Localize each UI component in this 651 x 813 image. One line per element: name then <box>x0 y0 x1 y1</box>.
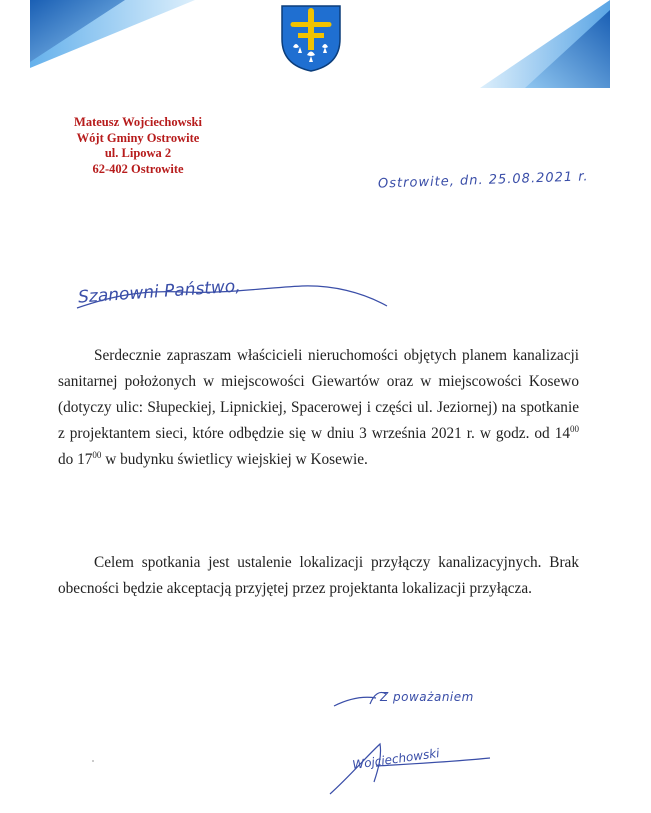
time-end-superscript: 00 <box>92 450 102 460</box>
paragraph-invitation-text-3: w budynku świetlicy wiejskiej w Kosewie. <box>101 451 368 468</box>
paragraph-purpose-text: Celem spotkania jest ustalenie lokalizacji przyłączy kanalizacyjnych. Brak obecności będzie akceptacją przyjętej przez projektanta lokalizacji przyłącza. <box>58 554 579 597</box>
sender-title: Wójt Gminy Ostrowite <box>76 130 200 145</box>
corner-decoration-left <box>30 0 195 68</box>
paragraph-invitation-text-2: do 17 <box>58 451 93 468</box>
sender-street: ul. Lipowa 2 <box>104 146 172 160</box>
time-start-superscript: 00 <box>570 424 579 434</box>
signature-name: Wojciechowski <box>351 745 441 773</box>
complimentary-close: Z poważaniem <box>380 690 474 704</box>
sender-name: Mateusz Wojciechowski <box>74 115 202 129</box>
sender-address <box>58 115 218 177</box>
salutation: Szanowni Państwo, <box>77 276 242 308</box>
scan-speck <box>92 760 94 762</box>
paragraph-invitation <box>58 343 579 473</box>
paragraph-invitation-text-1: Serdecznie zapraszam właścicieli nieruchomości objętych planem kanalizacji sanitarnej położonych w miejscowości Giewartów oraz w miejscowości Kosewo (dotyczy ulic: Słupeckiej, Lipnickiej, Spacerowej i części ul. Jeziornej) na spotkanie z projektantem sieci, które odbędzie się w dniu 3 września 2021 r. w godz. od 14 <box>58 347 579 442</box>
corner-decoration-right <box>480 0 610 88</box>
handwritten-signature <box>320 736 500 796</box>
place-and-date: Ostrowite, dn. 25.08.2021 r. <box>377 169 589 192</box>
paragraph-purpose <box>58 550 579 602</box>
coat-of-arms-icon <box>279 3 343 73</box>
sender-postal-code: 62-402 Ostrowite <box>92 161 184 176</box>
